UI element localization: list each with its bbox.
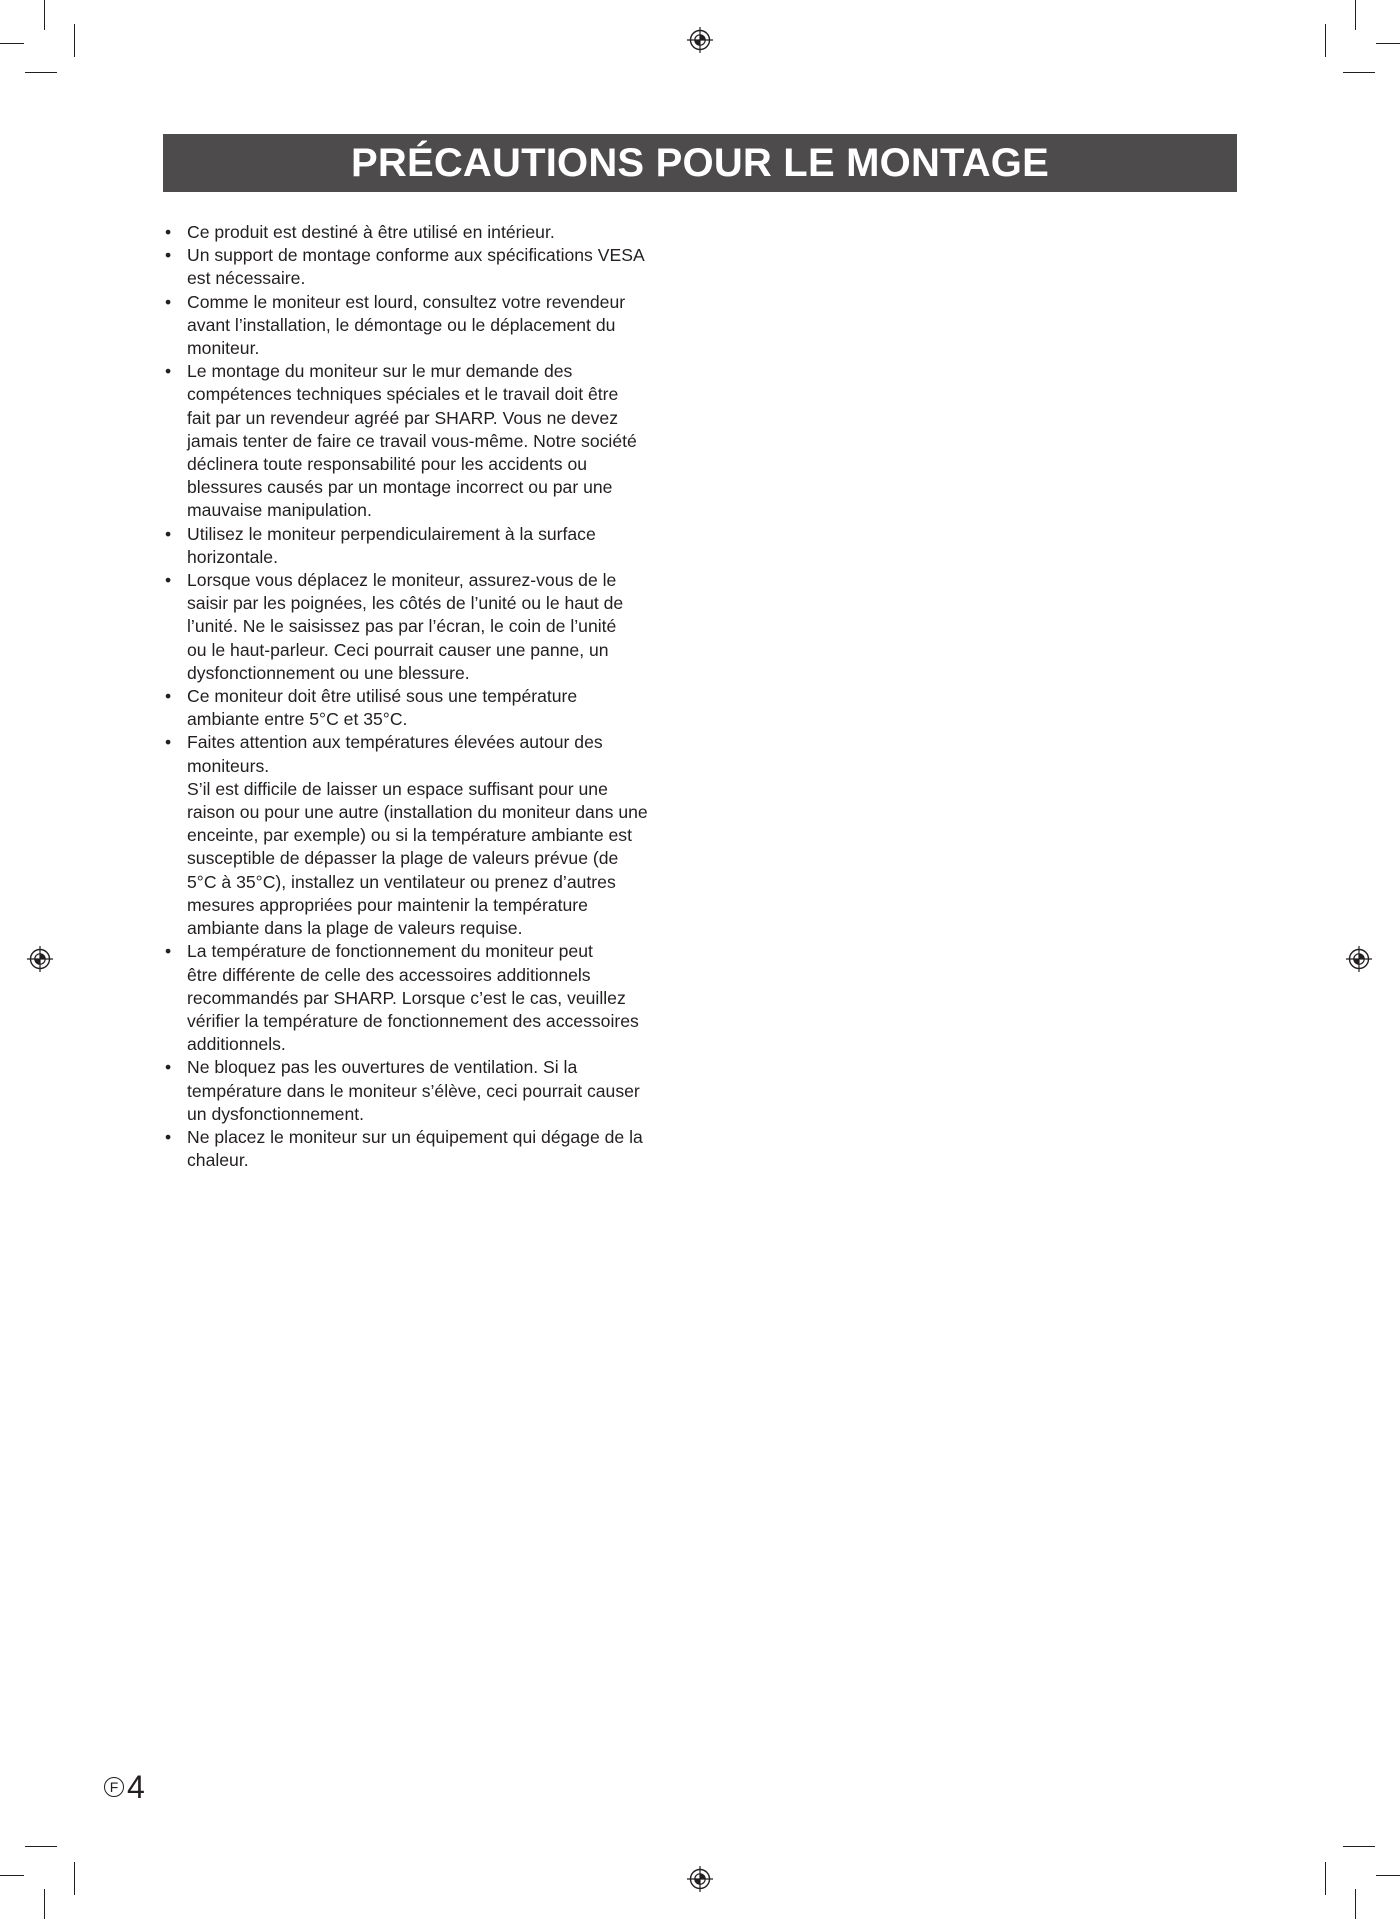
crop-mark [1376, 1875, 1400, 1876]
crop-mark [44, 1889, 45, 1919]
crop-mark [1355, 1889, 1356, 1919]
crop-mark [25, 72, 57, 73]
list-item-text: Un support de montage conforme aux spécifications VESA est nécessaire. [187, 245, 645, 289]
crop-mark [1355, 0, 1356, 30]
list-item [164, 940, 704, 1056]
bullet-icon: • [165, 1126, 172, 1147]
page-number-value: 4 [127, 1769, 145, 1805]
list-item [164, 1056, 704, 1126]
bullet-icon: • [165, 361, 172, 382]
bullet-icon: • [165, 291, 172, 312]
bullet-icon: • [165, 245, 172, 266]
list-item-text: Comme le moniteur est lourd, consultez votre revendeur avant l’installation, le démontage ou le déplacement du moniteur. [187, 291, 626, 359]
list-item [164, 360, 704, 522]
bullet-icon: • [165, 732, 172, 753]
crop-mark [1376, 43, 1400, 44]
crop-mark [74, 24, 75, 57]
list-item [164, 221, 704, 244]
list-item-text: Le montage du moniteur sur le mur demande des compétences techniques spéciales et le travail doit être fait par un revendeur agréé par SHARP. Vous ne devez jamais tenter de faire ce travail vous-même. Notre société déclinera toute responsabilité pour les accidents ou blessures causés par un montage incorrect ou par une mauvaise manipulation. [187, 361, 637, 521]
list-item-text: Utilisez le moniteur perpendiculairement à la surface horizontale. [187, 523, 596, 567]
list-item-text: Ce produit est destiné à être utilisé en intérieur. [187, 222, 555, 242]
list-item [164, 523, 704, 569]
bullet-icon: • [165, 1057, 172, 1078]
list-item-text: Faites attention aux températures élevées autour des moniteurs. S’il est difficile de laisser un espace suffisant pour une raison ou pour une autre (installation du moniteur dans une enceinte, par exemple) ou si la température ambiante est susceptible de dépasser la plage de valeurs prévue (de 5°C à 35°C), installez un ventilateur ou prenez d’autres mesures appropriées pour maintenir la température ambiante dans la plage de valeurs requise. [187, 732, 648, 939]
bullet-icon: • [165, 523, 172, 544]
bullet-icon: • [165, 570, 172, 591]
section-title: PRÉCAUTIONS POUR LE MONTAGE [350, 140, 1050, 185]
list-item [164, 244, 704, 290]
registration-mark-icon [1346, 946, 1372, 972]
list-item [164, 1126, 704, 1172]
crop-mark [1343, 1846, 1375, 1847]
list-item [164, 731, 704, 940]
registration-mark-icon [687, 1866, 713, 1892]
registration-mark-icon [27, 946, 53, 972]
list-item-text: La température de fonctionnement du moniteur peut être différente de celle des accessoires additionnels recommandés par SHARP. Lorsque c’est le cas, veuillez vérifier la température de fonctionnement des accessoires additionnels. [187, 941, 639, 1055]
list-item [164, 569, 704, 685]
crop-mark [1343, 72, 1375, 73]
crop-mark [0, 43, 24, 44]
list-item [164, 291, 704, 361]
language-badge: F [104, 1777, 124, 1797]
page-number [104, 1769, 145, 1805]
crop-mark [1325, 24, 1326, 57]
registration-mark-icon [687, 27, 713, 53]
bullet-icon: • [165, 222, 172, 242]
list-item [164, 685, 704, 731]
crop-mark [44, 0, 45, 30]
crop-mark [74, 1862, 75, 1895]
list-item-text: Lorsque vous déplacez le moniteur, assurez-vous de le saisir par les poignées, les côtés de l’unité ou le haut de l’unité. Ne le saisissez pas par l’écran, le coin de l’unité ou le haut-parleur. Ceci pourrait causer une panne, un dysfonctionnement ou une blessure. [187, 570, 624, 683]
crop-mark [1325, 1862, 1326, 1895]
list-item-text: Ne bloquez pas les ouvertures de ventilation. Si la température dans le moniteur s’élève, ceci pourrait causer un dysfonctionnement. [187, 1057, 640, 1124]
precautions-list [164, 221, 704, 1172]
crop-mark [0, 1875, 24, 1876]
list-item-text: Ce moniteur doit être utilisé sous une température ambiante entre 5°C et 35°C. [187, 686, 578, 730]
bullet-icon: • [165, 686, 172, 707]
list-item-text: Ne placez le moniteur sur un équipement qui dégage de la chaleur. [187, 1126, 643, 1171]
crop-mark [25, 1846, 57, 1847]
section-header-bar [163, 134, 1237, 192]
bullet-icon: • [165, 941, 172, 962]
